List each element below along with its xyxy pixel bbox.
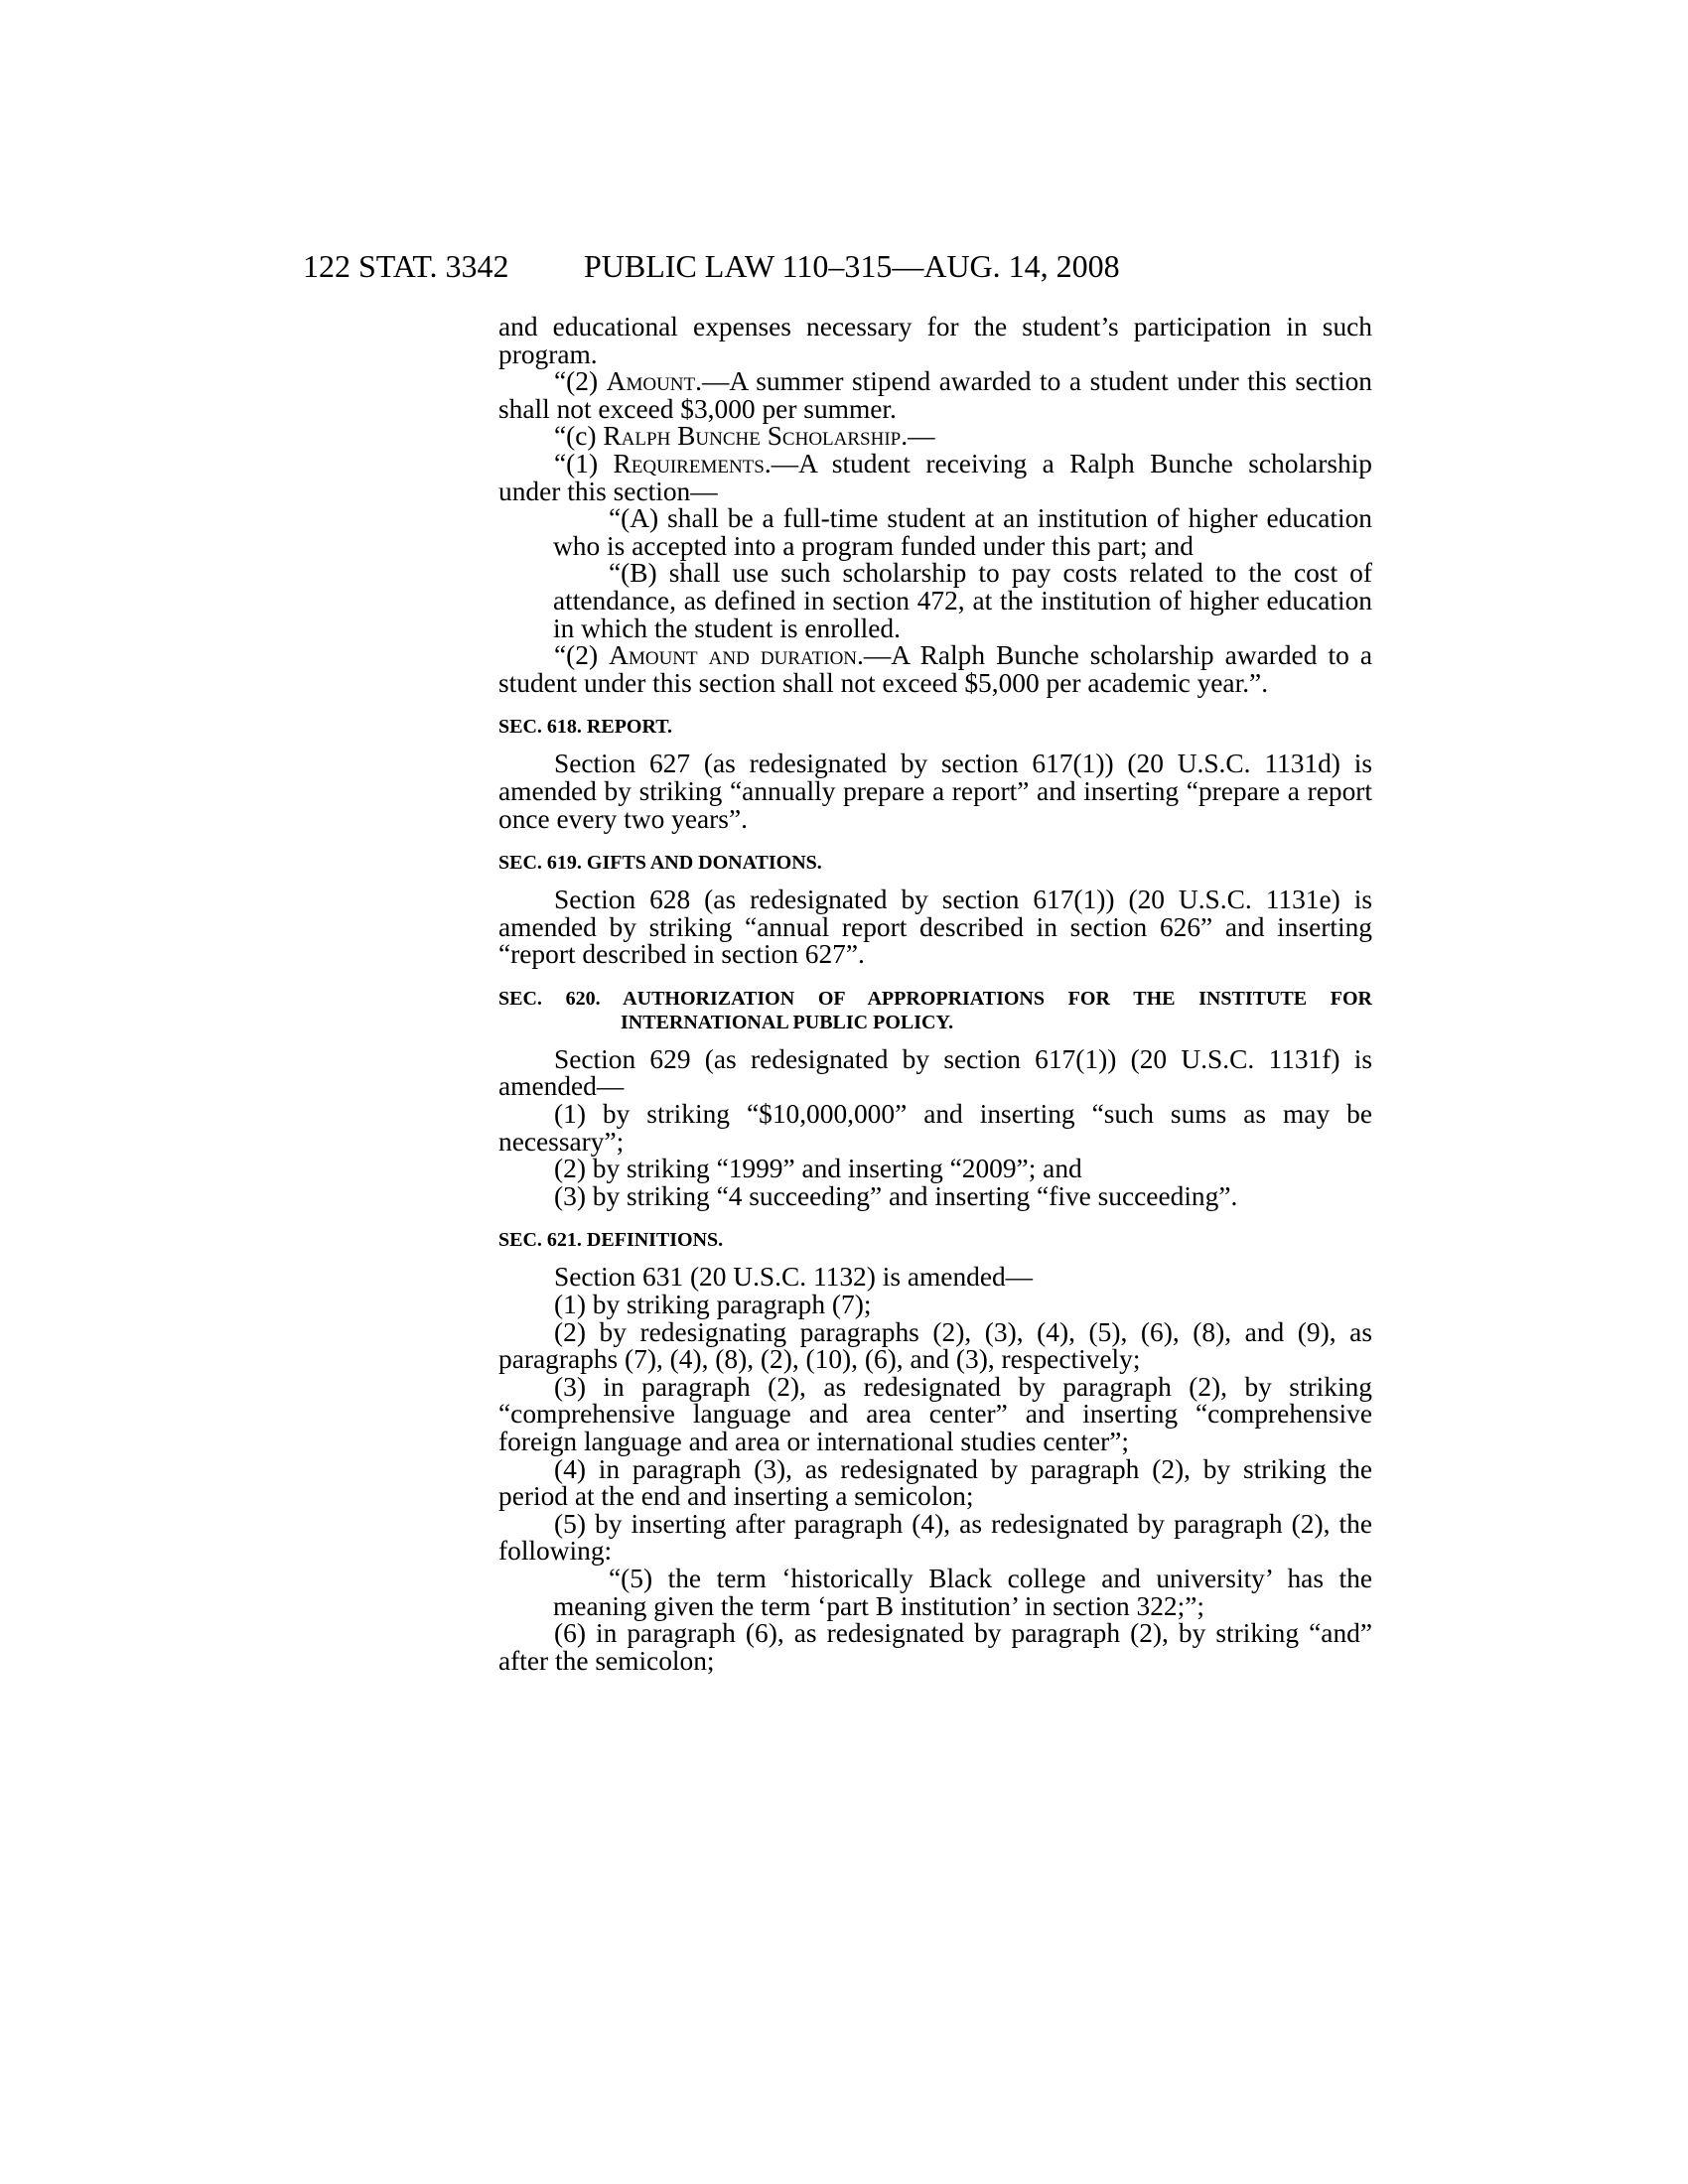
section-620-item: (2) by striking “1999” and inserting “2009”; and <box>554 1154 1082 1184</box>
section-621-title: SEC. 621. DEFINITIONS. <box>498 1229 724 1252</box>
heading-amount: Amount <box>606 366 696 397</box>
paragraph-amount-and-duration: “(2) Amount and duration.—A Ralph Bunche scholarship awarded to a student under this section shall not exceed $5,000 per academic year.”. <box>498 640 1372 698</box>
public-law-running-head: PUBLIC LAW 110–315—AUG. 14, 2008 <box>584 248 1120 284</box>
section-621-item: (6) in paragraph (6), as redesignated by paragraph (2), by striking “and” after the semicolon; <box>498 1618 1372 1676</box>
section-618-text: Section 627 (as redesignated by section 617(1)) (20 U.S.C. 1131d) is amended by striking “annually prepare a report” and inserting “prepare a report once every two years”. <box>498 749 1372 834</box>
subparagraph-b: “(B) shall use such scholarship to pay costs related to the cost of attendance, as defined in section 472, at the institution of higher education in which the student is enrolled. <box>553 558 1372 643</box>
paragraph-continuation: and educational expenses necessary for the student’s participation in such program. <box>498 312 1372 369</box>
section-620-item: (3) by striking “4 succeeding” and inserting “five succeeding”. <box>554 1180 1238 1211</box>
heading-ralph-bunche-scholarship: Ralph Bunche Scholarship <box>603 421 902 452</box>
section-621-item: (4) in paragraph (3), as redesignated by paragraph (2), by striking the period at the end and inserting a semicolon; <box>498 1453 1372 1512</box>
section-620-text: Section 629 (as redesignated by section 617(1)) (20 U.S.C. 1131f) is amended— <box>498 1043 1372 1102</box>
paragraph-requirements: “(1) Requirements.—A student receiving a Ralph Bunche scholarship under this section— <box>498 448 1372 506</box>
page-header <box>0 248 1688 288</box>
section-619-text: Section 628 (as redesignated by section 617(1)) (20 U.S.C. 1131e) is amended by striking “annual report described in section 626” and inserting “report described in section 627”. <box>498 885 1372 970</box>
statute-page-number: 122 STAT. 3342 <box>303 248 509 284</box>
section-621-item: (1) by striking paragraph (7); <box>554 1290 872 1320</box>
section-621-item: (5) by inserting after paragraph (4), as redesignated by paragraph (2), the following: <box>498 1508 1372 1567</box>
page-body <box>498 314 1372 1675</box>
section-620-item: (1) by striking “$10,000,000” and inserting “such sums as may be necessary”; <box>498 1099 1372 1157</box>
section-620-title: SEC. 620. AUTHORIZATION OF APPROPRIATIONS FOR THE INSTITUTE FOR INTERNATIONAL PUBLIC POLICY. <box>498 987 1372 1033</box>
paragraph-ralph-bunche-heading: “(c) Ralph Bunche Scholarship.— <box>554 421 935 452</box>
section-621-text: Section 631 (20 U.S.C. 1132) is amended— <box>554 1262 1034 1293</box>
heading-requirements: Requirements <box>613 448 765 478</box>
section-621-item: (2) by redesignating paragraphs (2), (3), (4), (5), (6), (8), and (9), as paragraphs (7), (4), (8), (2), (10), (6), and (3), respectively; <box>498 1316 1372 1375</box>
paragraph-summer-stipend-amount: “(2) Amount.—A summer stipend awarded to a student under this section shall not exceed $3,000 per summer. <box>498 366 1372 424</box>
section-618-title: SEC. 618. REPORT. <box>498 716 673 739</box>
section-621-item: (3) in paragraph (2), as redesignated by paragraph (2), by striking “comprehensive language and area center” and inserting “comprehensive foreign language and area or international studies center”; <box>498 1371 1372 1456</box>
section-621-quoted-definition: “(5) the term ‘historically Black college and university’ has the meaning given the term ‘part B institution’ in section 322;”; <box>553 1563 1372 1621</box>
heading-amount-and-duration: Amount and duration <box>609 640 858 671</box>
section-619-title: SEC. 619. GIFTS AND DONATIONS. <box>498 852 822 875</box>
subparagraph-a: “(A) shall be a full-time student at an institution of higher education who is accepted into a program funded under this part; and <box>553 503 1372 561</box>
